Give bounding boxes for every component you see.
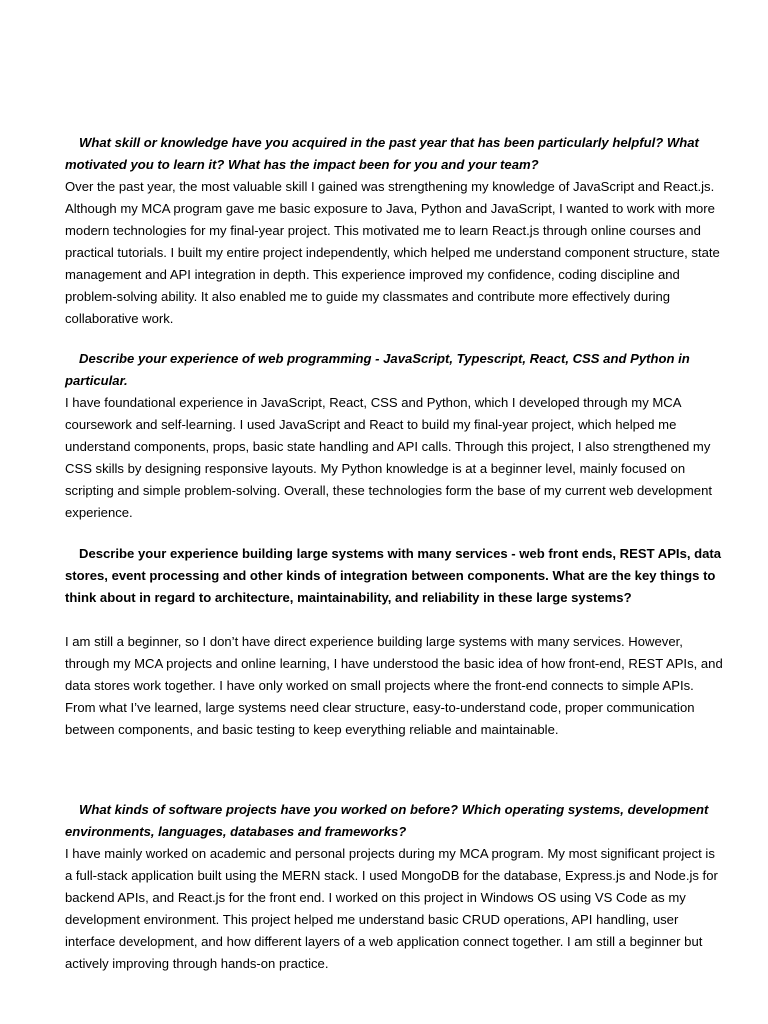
- answer-4: I have mainly worked on academic and personal projects during my MCA program. My most significant project is a full-stack application built using the MERN stack. I used MongoDB for the database, Express.js and Node.js for backend APIs, and React.js for the front end. I worked on this project in Windows OS using VS Code as my development environment. This project helped me understand basic CRUD operations, API handling, user interface development, and how different layers of a web application connect together. I am still a beginner but actively improving through hands-on practice.: [65, 846, 718, 971]
- answer-2: I have foundational experience in JavaScript, React, CSS and Python, which I developed through my MCA coursework and self-learning. I used JavaScript and React to build my final-year project, which helped me understand components, props, basic state handling and API calls. Through this project, I also strengthened my CSS skills by designing responsive layouts. My Python knowledge is at a beginner level, mainly focused on scripting and simple problem-solving. Overall, these technologies form the base of my current web development experience.: [65, 395, 713, 520]
- qa-section-4: [65, 799, 725, 975]
- qa-section-2: [65, 348, 725, 524]
- question-4: What kinds of software projects have you worked on before? Which operating systems, development environments, languages, databases and frameworks?: [65, 802, 709, 839]
- qa-section-3: [65, 543, 725, 741]
- qa-section-1: [65, 132, 725, 330]
- question-2: Describe your experience of web programming - JavaScript, Typescript, React, CSS and Python in particular.: [65, 351, 690, 388]
- answer-3: I am still a beginner, so I don’t have direct experience building large systems with many services. However, through my MCA projects and online learning, I have understood the basic idea of how front-end, REST APIs, and data stores work together. I have only worked on small projects where the front-end connects to simple APIs. From what I’ve learned, large systems need clear structure, easy-to-understand code, proper communication between components, and basic testing to keep everything reliable and maintainable.: [65, 634, 723, 737]
- question-3: Describe your experience building large systems with many services - web front ends, REST APIs, data stores, event processing and other kinds of integration between components. What are the key things to think about in regard to architecture, maintainability, and reliability in these large systems?: [65, 546, 722, 605]
- question-1: What skill or knowledge have you acquired in the past year that has been particularly helpful? What motivated you to learn it? What has the impact been for you and your team?: [65, 135, 699, 172]
- answer-1: Over the past year, the most valuable skill I gained was strengthening my knowledge of JavaScript and React.js. Although my MCA program gave me basic exposure to Java, Python and JavaScript, I wanted to work with more modern technologies for my final-year project. This motivated me to learn React.js through online courses and practical tutorials. I built my entire project independently, which helped me understand component structure, state management and API integration in depth. This experience improved my confidence, coding discipline and problem-solving ability. It also enabled me to guide my classmates and contribute more effectively during collaborative work.: [65, 179, 720, 326]
- spacer: [65, 609, 725, 631]
